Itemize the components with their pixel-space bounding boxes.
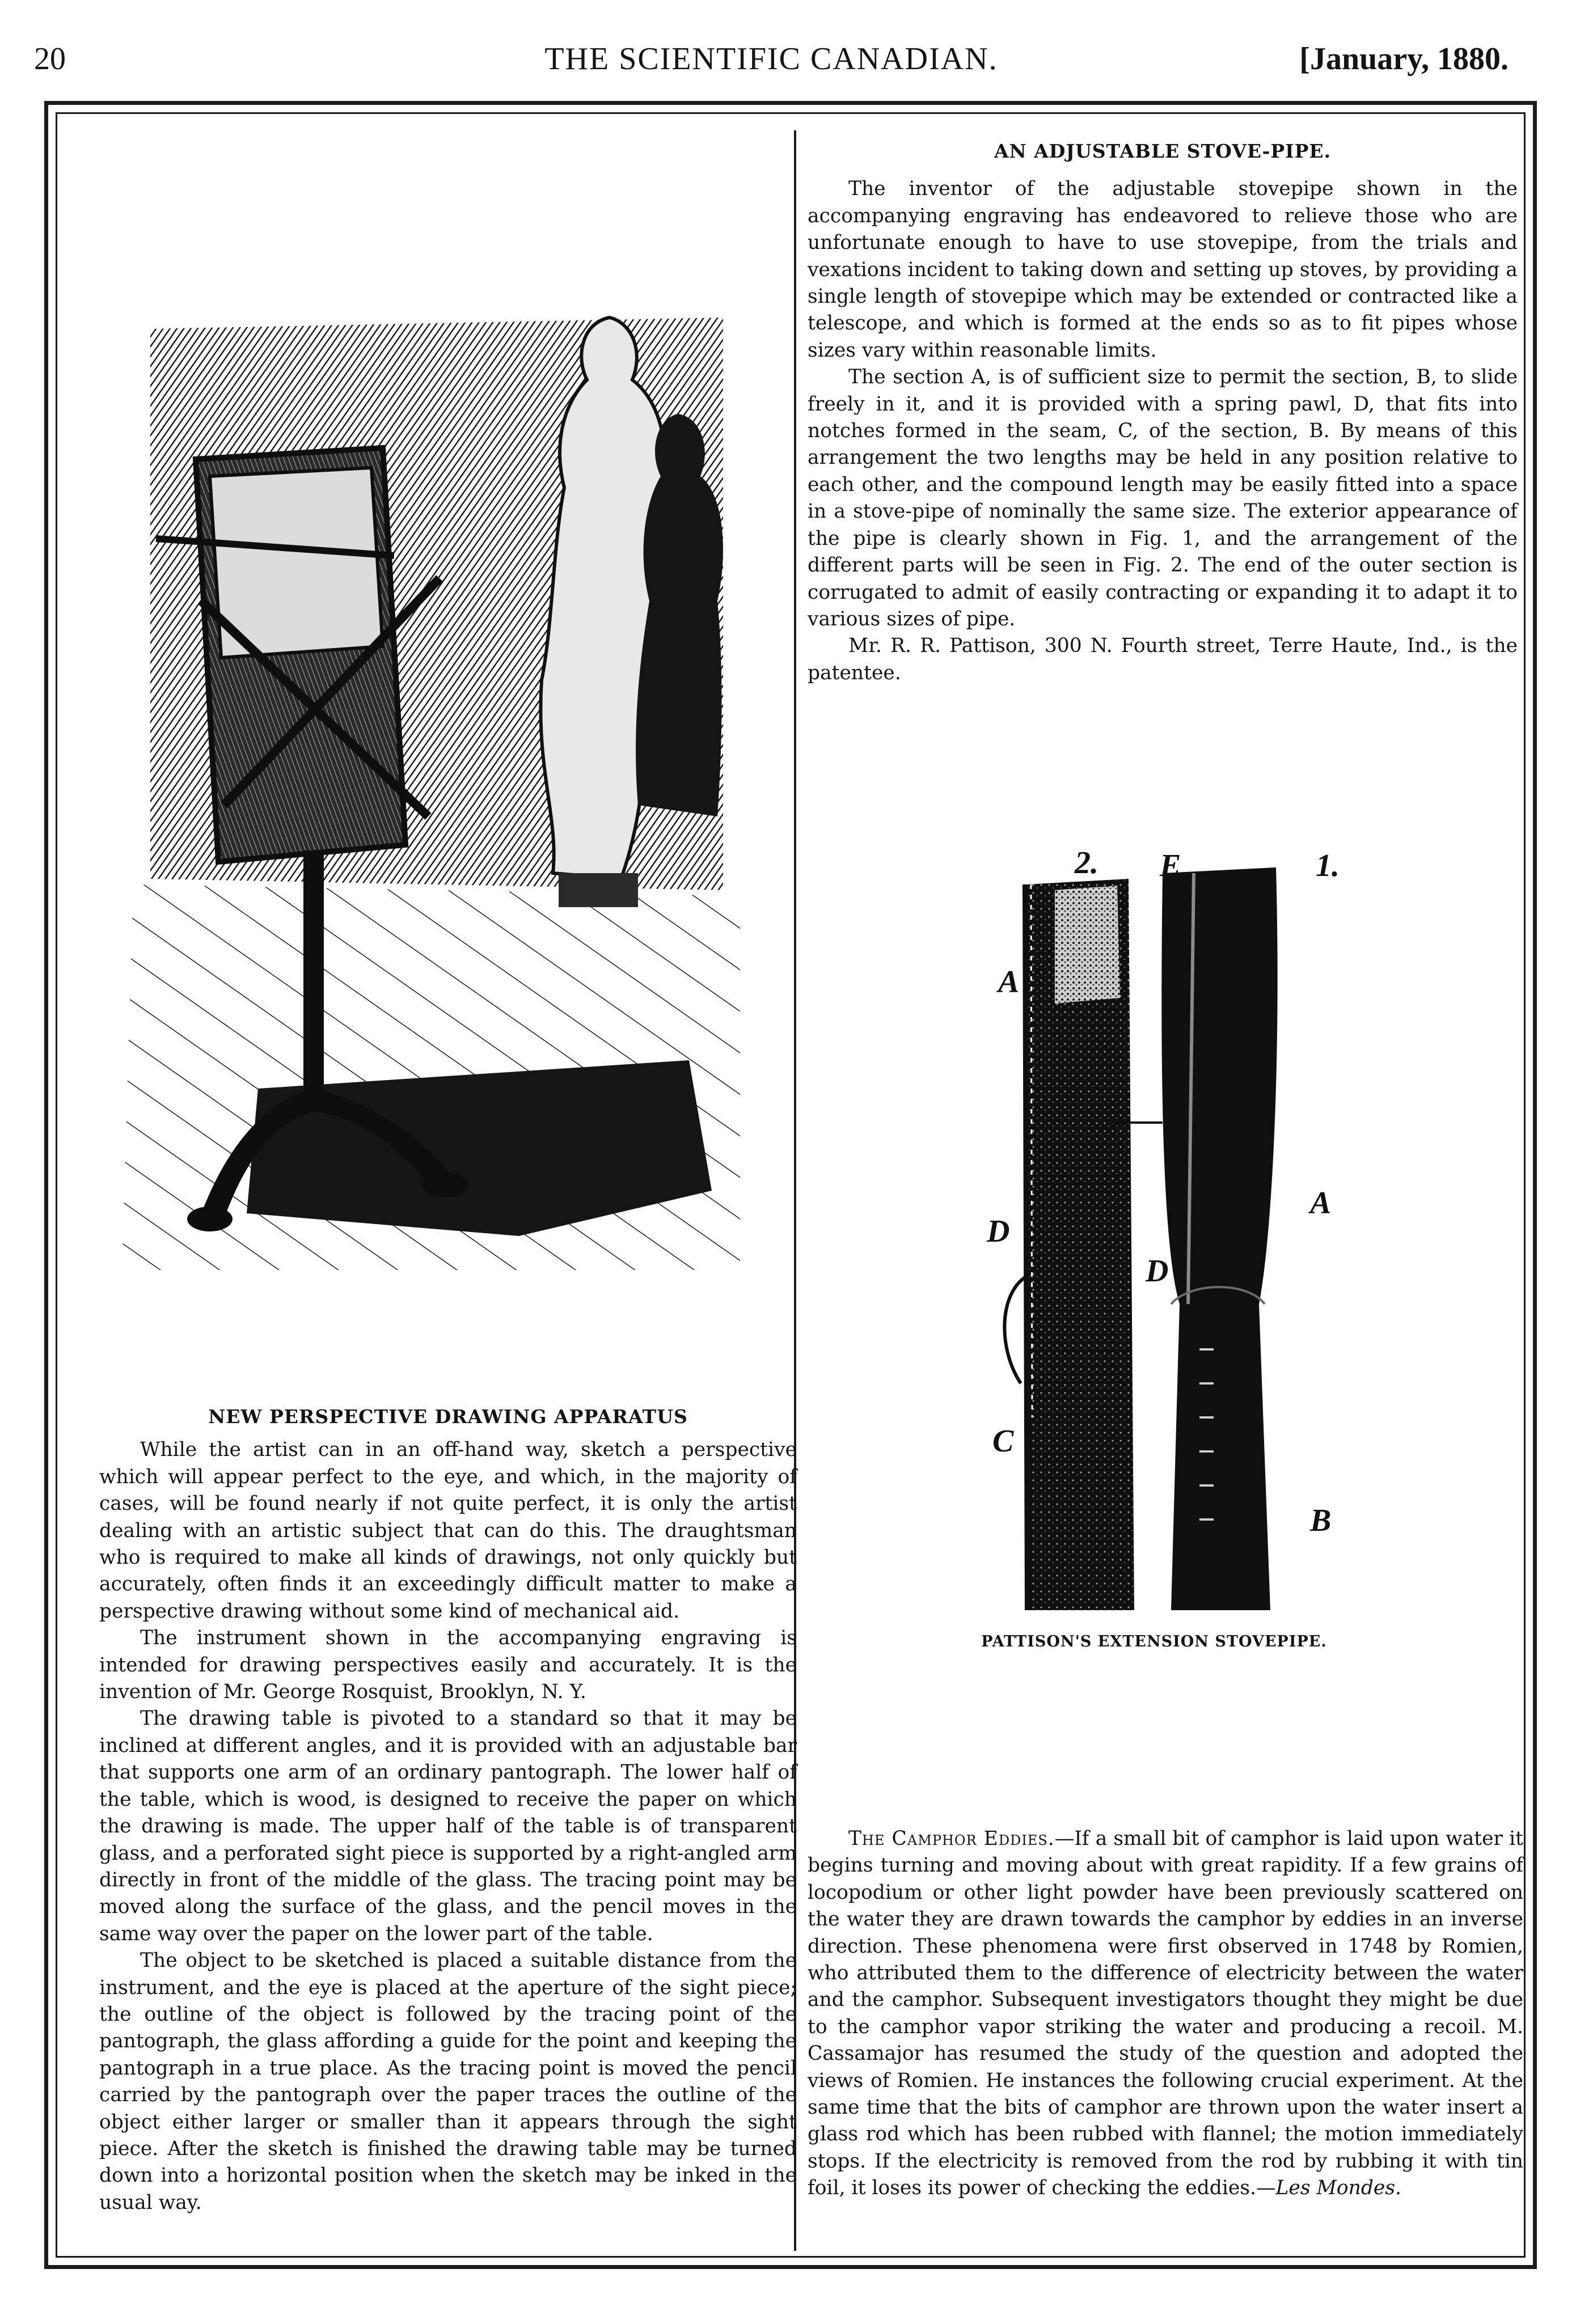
running-head — [34, 41, 1509, 92]
label-d-right: D — [1146, 1254, 1169, 1289]
article-paragraph: While the artist can in an off-hand way, sketch a perspective which will appear perfect to the eye, and which, in the majority of cases, will be found nearly if not quite perfect, it is only the artist dealing with an artistic subject that can do this. The draughtsman who is required to make all kinds of drawings, not only quickly but accurately, often finds it an exceedingly difficult matter to make a perspective drawing without some kind of mechanical aid. — [99, 1438, 797, 1623]
label-c: C — [992, 1424, 1014, 1459]
journal-title: THE SCIENTIFIC CANADIAN. — [544, 41, 998, 77]
label-b: B — [1310, 1503, 1332, 1538]
camphor-eddies-article — [808, 1826, 1523, 2202]
article-paragraph — [808, 1826, 1523, 2202]
article-paragraph: The inventor of the adjustable stovepipe shown in the accompanying engraving has endeavored to relieve those who are unfortunate enough to have to use stovepipe, from the trials and vexations incident to taking down and setting up stoves, by providing a single length of stovepipe which may be extended or contracted like a telescope, and which is formed at the ends so as to fit pipes whose sizes vary within reasonable limits. — [808, 177, 1518, 362]
article-paragraph: The section A, is of sufficient size to permit the section, B, to slide freely in it, and it is provided with a spring pawl, D, that fits into notches formed in the seam, C, of the section, B. By means of this arrangement the two lengths may be held in any position relative to each other, and the compound length may be easily fitted into a space in a stove-pipe of nominally the same size. The exterior appearance of the pipe is clearly shown in Fig. 1, and the arrangement of the different parts will be seen in Fig. 2. The end of the outer section is corrugated to admit of easily contracting or expanding it to adapt it to various sizes of pipe. — [808, 366, 1518, 630]
perspective-apparatus-engraving — [88, 306, 763, 1304]
article-paragraph: Mr. R. R. Pattison, 300 N. Fourth street, Terre Haute, Ind., is the patentee. — [808, 634, 1518, 684]
label-d-left: D — [987, 1214, 1010, 1249]
article-lead: The Camphor Eddies. — [848, 1827, 1055, 1850]
label-e: E — [1160, 850, 1181, 883]
page-number: 20 — [34, 41, 66, 77]
article-paragraph: The instrument shown in the accompanying engraving is intended for drawing perspectives easily and accurately. It is the invention of Mr. George Rosquist, Brooklyn, N. Y. — [99, 1627, 797, 1704]
article-paragraph: The object to be sketched is placed a suitable distance from the instrument, and the eye is placed at the aperture of the sight piece; the outline of the object is followed by the tracing point of the pantograph, the glass affording a guide for the point and keeping the pantograph in a true place. As the tracing point is moved the pencil carried by the pantograph over the paper traces the outline of the object either larger or smaller than it appears through the sight piece. After the sketch is finished the drawing table may be turned down into a horizontal position when the sketch may be inked in the usual way. — [99, 1949, 797, 2214]
label-a-right: A — [1310, 1186, 1332, 1221]
article-paragraph: The drawing table is pivoted to a standard so that it may be inclined at different angles, and it is provided with an adjustable bar that supports one arm of an ordinary pantograph. The lower half of the table, which is wood, is designed to receive the paper on which the drawing is made. The upper half of the table is of transparent glass, and a perforated sight piece is supported by a right-angled arm directly in front of the middle of the glass. The tracing point may be moved along the surface of the glass, and the pencil moves in the same way over the paper on the lower part of the table. — [99, 1707, 797, 1945]
article-heading: AN ADJUSTABLE STOVE-PIPE. — [994, 140, 1332, 162]
stove-pipe-article — [808, 138, 1518, 687]
figure-caption: PATTISON'S EXTENSION STOVEPIPE. — [981, 1633, 1327, 1650]
fig1-label: 1. — [1316, 850, 1340, 883]
label-a-left: A — [998, 964, 1020, 1000]
fig2-label: 2. — [1075, 850, 1098, 881]
perspective-drawing-article — [99, 1403, 797, 2216]
issue-date: [January, 1880. — [1299, 41, 1509, 77]
article-heading: NEW PERSPECTIVE DRAWING APPARATUS — [208, 1406, 688, 1428]
article-source: Les Mondes. — [1275, 2177, 1402, 2200]
stovepipe-figure — [975, 850, 1418, 1616]
article-body: —If a small bit of camphor is laid upon water it begins turning and moving about with great rapidity. If a few grains of locopodium or other light powder have been previously scattered on the water they are drawn towards the camphor by eddies in an inverse direction. These phenomena were first observed in 1748 by Romien, who attributed them to the difference of electricity between the water and the camphor. Subsequent investigators thought they might be due to the camphor vapor striking the water and producing a recoil. M. Cassamajor has resumed the study of the question and adopted the views of Romien. He instances the following crucial experiment. At the same time that the bits of camphor are thrown upon the water insert a glass rod which has been rubbed with flannel; the motion immediately stops. If the electricity is removed from the rod by rubbing it with tin foil, it loses its power of checking the eddies.— — [808, 1827, 1523, 2200]
